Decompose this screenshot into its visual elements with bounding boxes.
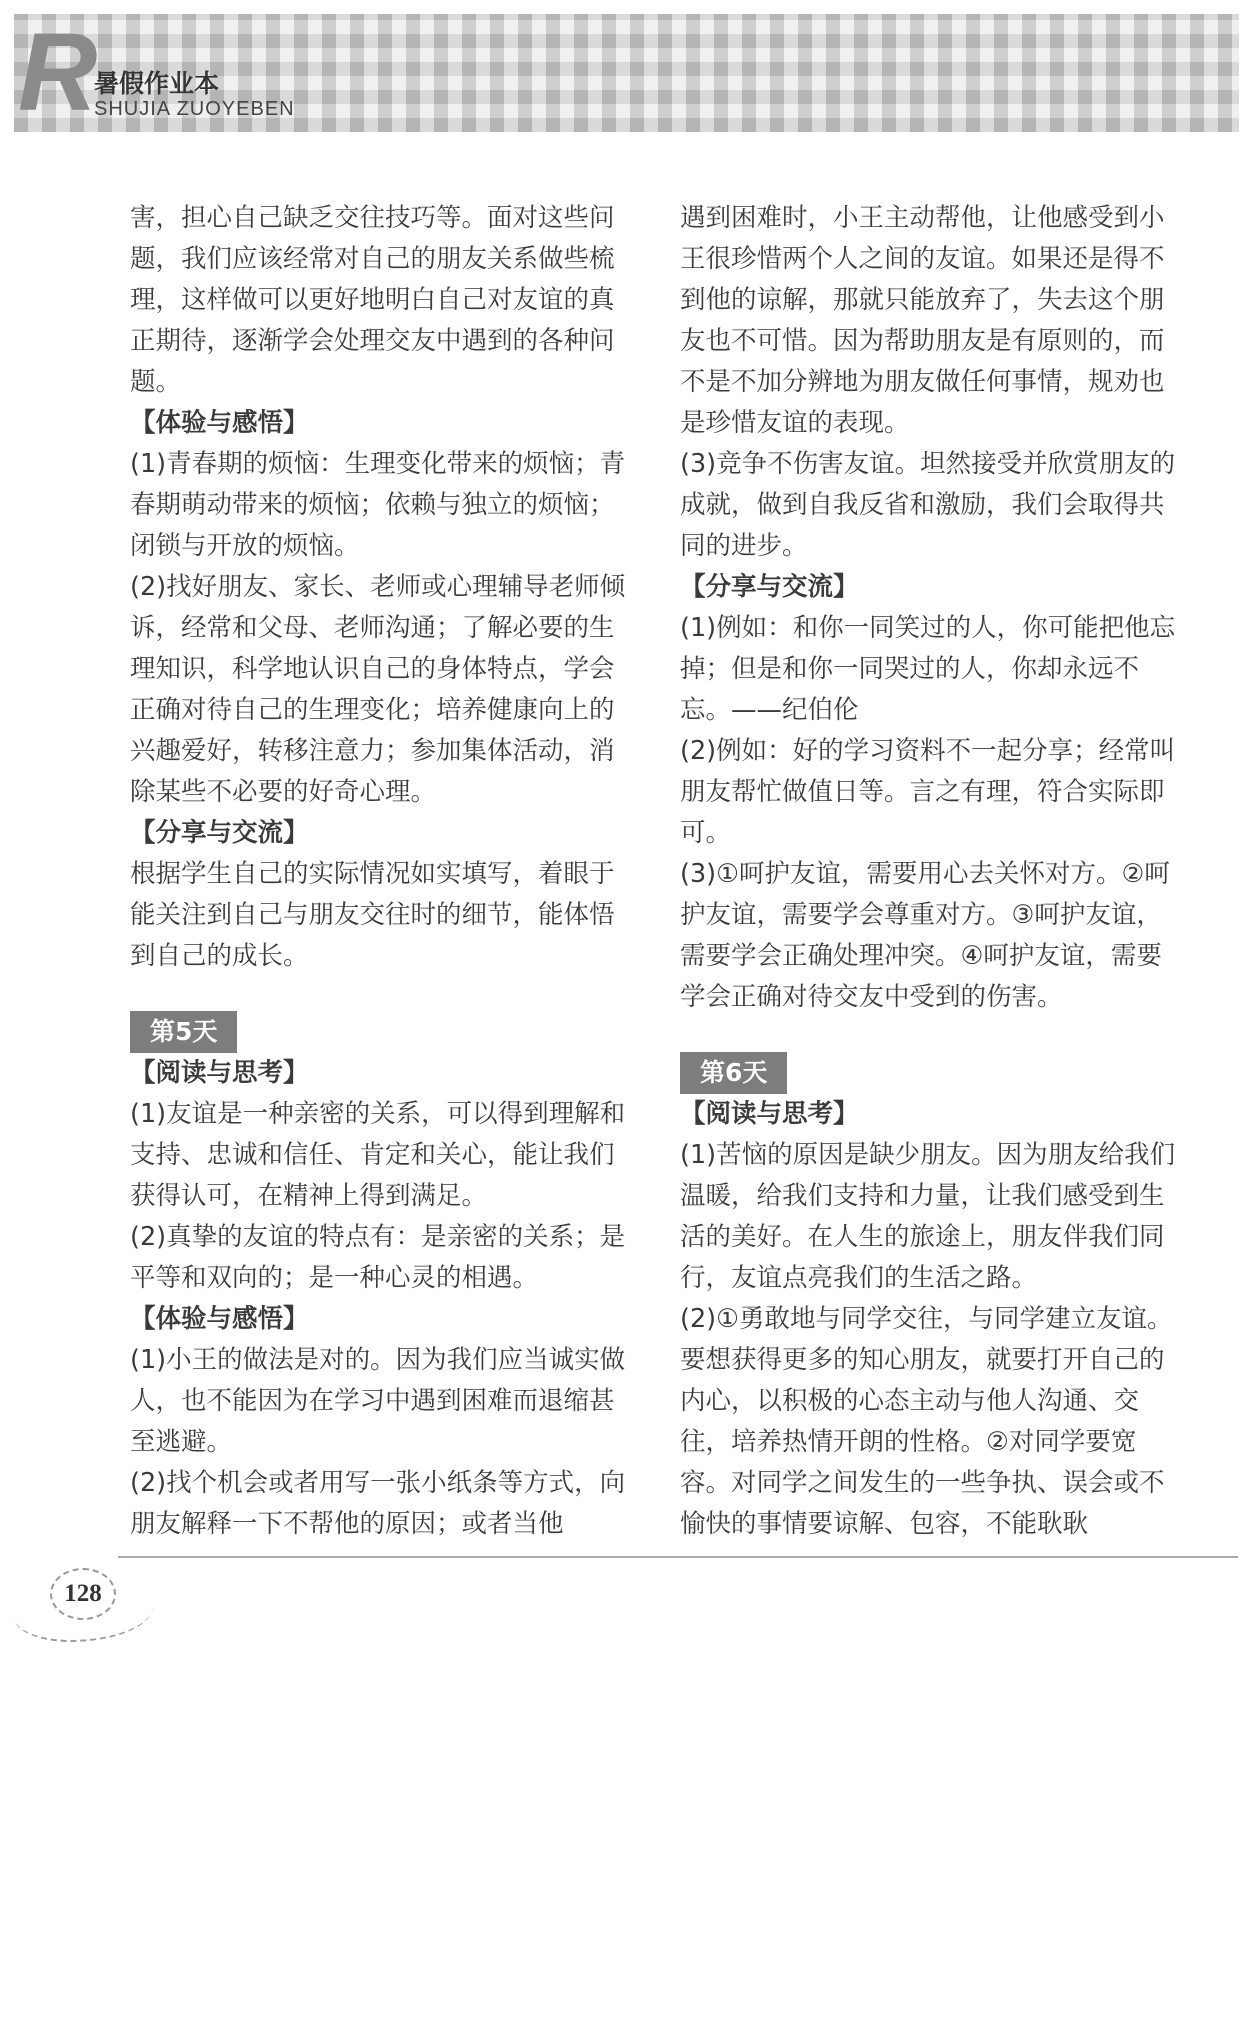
answer-paragraph: (3)竞争不伤害友谊。坦然接受并欣赏朋友的成就，做到自我反省和激励，我们会取得共同的进步。 (680, 449, 1176, 561)
answer-paragraph: (2)①勇敢地与同学交往，与同学建立友谊。要想获得更多的知心朋友，就要打开自己的内心，以积极的心态主动与他人沟通、交往，培养热情开朗的性格。②对同学要宽容。对同学之间发生的一些争执、误会或不愉快的事情要谅解、包容，不能耿耿 (680, 1304, 1173, 1539)
section-gap (130, 977, 630, 1011)
answer-paragraph: (1)小王的做法是对的。因为我们应当诚实做人，也不能因为在学习中遇到困难而退缩甚至逃避。 (130, 1345, 626, 1457)
page-header (14, 11, 1239, 134)
day-label-wrap (680, 1052, 1180, 1094)
section-heading: 【体验与感悟】 (130, 408, 309, 438)
answer-paragraph: (2)例如：好的学习资料不一起分享；经常叫朋友帮忙做值日等。言之有理，符合实际即可。 (680, 736, 1176, 848)
answer-paragraph: 害，担心自己缺乏交往技巧等。面对这些问题，我们应该经常对自己的朋友关系做些梳理，这样做可以更好地明白自己对友谊的真正期待，逐渐学会处理交友中遇到的各种问题。 (130, 203, 615, 397)
answer-paragraph: (1)友谊是一种亲密的关系，可以得到理解和支持、忠诚和信任、肯定和关心，能让我们获得认可，在精神上得到满足。 (130, 1099, 626, 1211)
right-column (680, 198, 1180, 1545)
section-heading: 【分享与交流】 (130, 818, 309, 848)
footer-divider (118, 1556, 1238, 1558)
answer-paragraph: 遇到困难时，小王主动帮他，让他感受到小王很珍惜两个人之间的友谊。如果还是得不到他的谅解，那就只能放弃了，失去这个朋友也不可惜。因为帮助朋友是有原则的，而不是不加分辨地为朋友做任何事情，规劝也是珍惜友谊的表现。 (680, 203, 1165, 438)
section-heading: 【阅读与思考】 (130, 1058, 309, 1088)
day-label-wrap (130, 1011, 630, 1053)
left-column (130, 198, 630, 1545)
answer-paragraph: 根据学生自己的实际情况如实填写，着眼于能关注到自己与朋友交往时的细节，能体悟到自己的成长。 (130, 859, 615, 971)
series-logo: R (18, 11, 98, 134)
answer-paragraph: (2)找个机会或者用写一张小纸条等方式，向朋友解释一下不帮他的原因；或者当他 (130, 1468, 626, 1539)
answer-paragraph: (2)真挚的友谊的特点有：是亲密的关系；是平等和双向的；是一种心灵的相遇。 (130, 1222, 626, 1293)
book-subtitle: SHUJIA ZUOYEBEN (94, 98, 295, 120)
book-title: 暑假作业本 (94, 69, 220, 98)
page-number: 128 (50, 1568, 116, 1620)
section-gap (680, 1018, 1180, 1052)
answer-paragraph: (2)找好朋友、家长、老师或心理辅导老师倾诉，经常和父母、老师沟通；了解必要的生理知识，科学地认识自己的身体特点，学会正确对待自己的生理变化；培养健康向上的兴趣爱好，转移注意力；参加集体活动，消除某些不必要的好奇心理。 (130, 572, 626, 807)
day-label: 第6天 (680, 1052, 787, 1094)
day-label: 第5天 (130, 1011, 237, 1053)
section-heading: 【体验与感悟】 (130, 1304, 309, 1334)
answer-paragraph: (1)例如：和你一同笑过的人，你可能把他忘掉；但是和你一同哭过的人，你却永远不忘。——纪伯伦 (680, 613, 1176, 725)
answer-paragraph: (3)①呵护友谊，需要用心去关怀对方。②呵护友谊，需要学会尊重对方。③呵护友谊，需要学会正确处理冲突。④呵护友谊，需要学会正确对待交友中受到的伤害。 (680, 859, 1170, 1012)
section-heading: 【分享与交流】 (680, 572, 859, 602)
section-heading: 【阅读与思考】 (680, 1099, 859, 1129)
answer-paragraph: (1)苦恼的原因是缺少朋友。因为朋友给我们温暖，给我们支持和力量，让我们感受到生活的美好。在人生的旅途上，朋友伴我们同行，友谊点亮我们的生活之路。 (680, 1140, 1176, 1293)
answer-paragraph: (1)青春期的烦恼：生理变化带来的烦恼；青春期萌动带来的烦恼；依赖与独立的烦恼；闭锁与开放的烦恼。 (130, 449, 626, 561)
